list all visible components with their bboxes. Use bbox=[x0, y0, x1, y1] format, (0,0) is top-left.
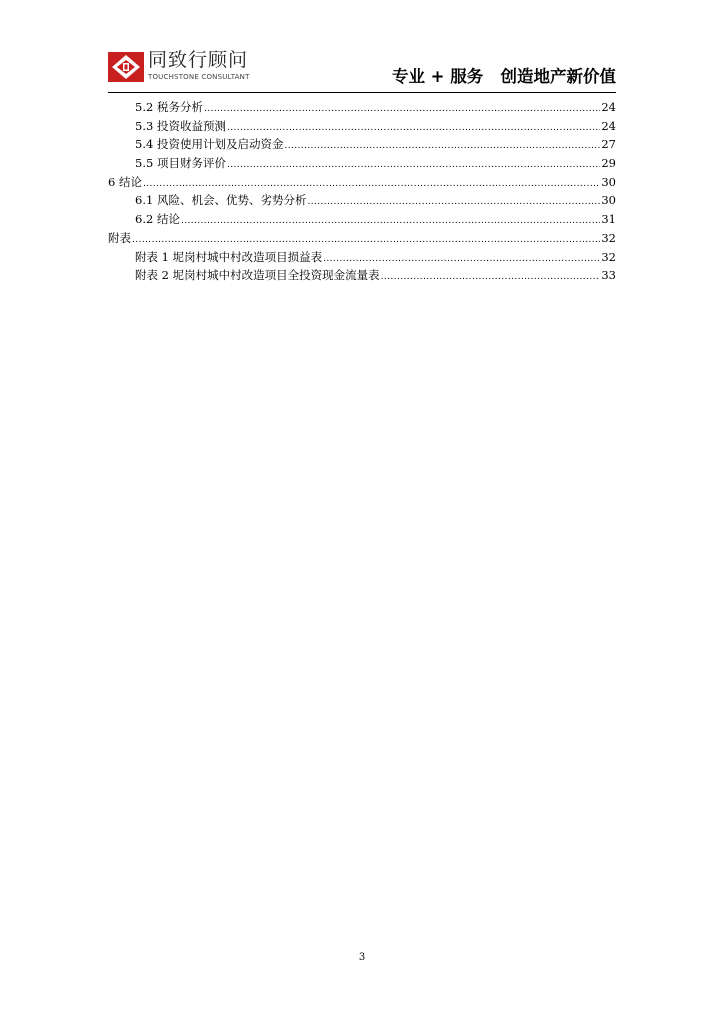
page-number: 3 bbox=[358, 952, 366, 963]
toc-entry[interactable] bbox=[108, 135, 616, 154]
toc-leader-dots bbox=[181, 210, 600, 231]
toc-entry[interactable] bbox=[108, 191, 616, 210]
toc-entry-page: 27 bbox=[601, 137, 616, 152]
toc-leader-dots bbox=[227, 154, 600, 175]
toc-entry-page: 24 bbox=[601, 118, 616, 133]
toc-entry-page: 29 bbox=[601, 156, 616, 171]
header-slogan: 专业 + 服务 创造地产新价值 bbox=[391, 67, 616, 86]
toc-entry[interactable] bbox=[108, 117, 616, 136]
toc-entry-label: 5.5 项目财务评价 bbox=[135, 156, 226, 171]
toc-entry-page: 30 bbox=[601, 193, 616, 208]
toc-leader-dots bbox=[307, 191, 600, 212]
toc-entry-page: 31 bbox=[601, 212, 616, 227]
header-divider bbox=[108, 92, 616, 93]
toc-leader-dots bbox=[323, 248, 600, 269]
toc-entry-label: 5.3 投资收益预测 bbox=[135, 118, 226, 133]
toc-leader-dots bbox=[381, 266, 601, 287]
toc-entry[interactable] bbox=[108, 210, 616, 229]
toc-entry-label: 6 结论 bbox=[108, 174, 142, 189]
page-header bbox=[108, 48, 616, 90]
toc-leader-dots bbox=[143, 173, 600, 194]
toc-entry-label: 附表 1 坭岗村城中村改造项目损益表 bbox=[135, 249, 323, 264]
toc-entry-label: 6.2 结论 bbox=[135, 212, 180, 227]
toc-leader-dots bbox=[227, 117, 600, 138]
toc-leader-dots bbox=[284, 135, 600, 156]
toc-entry-label: 5.2 税务分析 bbox=[135, 100, 203, 114]
company-name-cn: 同致行顾问 bbox=[148, 49, 249, 71]
toc-entry[interactable] bbox=[108, 266, 616, 285]
toc-entry-label: 附表 2 坭岗村城中村改造项目全投资现金流量表 bbox=[135, 268, 380, 283]
toc-entry-page: 24 bbox=[601, 100, 616, 114]
touchstone-logo-icon bbox=[108, 52, 144, 82]
table-of-contents bbox=[108, 98, 616, 285]
toc-leader-dots bbox=[204, 98, 600, 119]
toc-entry[interactable] bbox=[108, 229, 616, 248]
toc-entry-page: 32 bbox=[601, 230, 616, 245]
toc-entry-page: 33 bbox=[601, 268, 616, 283]
toc-entry[interactable] bbox=[108, 154, 616, 173]
toc-entry-label: 6.1 风险、机会、优势、劣势分析 bbox=[135, 193, 307, 208]
company-name-en: TOUCHSTONE CONSULTANT bbox=[148, 73, 250, 81]
toc-entry[interactable] bbox=[108, 173, 616, 192]
toc-entry-page: 32 bbox=[601, 249, 616, 264]
toc-leader-dots bbox=[132, 229, 600, 250]
toc-entry-label: 5.4 投资使用计划及启动资金 bbox=[135, 137, 284, 152]
toc-entry-page: 30 bbox=[601, 174, 616, 189]
toc-entry[interactable] bbox=[108, 248, 616, 267]
toc-entry[interactable] bbox=[108, 98, 616, 117]
toc-entry-label: 附表 bbox=[108, 230, 131, 245]
